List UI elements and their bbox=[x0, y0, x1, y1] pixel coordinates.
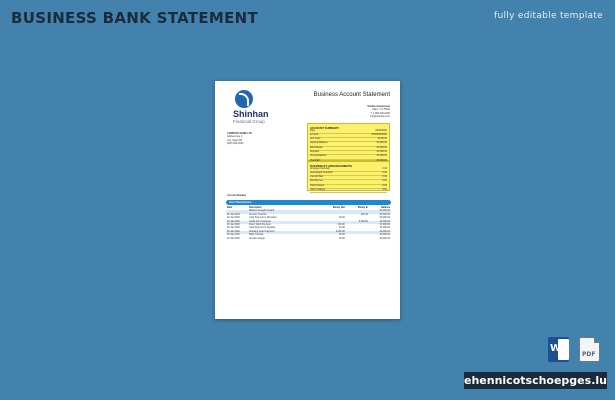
table-cell: 00 Jan 0000 bbox=[227, 213, 240, 216]
row-label: Arranged Overdraft bbox=[310, 167, 330, 170]
row-value: 00,000.00 bbox=[376, 142, 387, 145]
shinhan-logo-icon bbox=[235, 90, 253, 108]
row-value: 00,000.00 bbox=[376, 155, 387, 158]
row-value: 0.00 bbox=[382, 188, 387, 191]
table-cell: 00 Jan 0000 bbox=[227, 230, 240, 233]
row-label: Sort Code bbox=[310, 138, 321, 141]
table-cell: 00 Jan 0000 bbox=[227, 227, 240, 230]
table-cell: Credit from Customer bbox=[249, 220, 272, 223]
company-block bbox=[227, 132, 252, 146]
table-cell: Card Payment to Supplier bbox=[249, 227, 276, 230]
row-value: 00,000.00 bbox=[376, 146, 387, 149]
table-cell: 00,000.00 bbox=[379, 237, 390, 240]
row-value: 0.00 bbox=[382, 167, 387, 170]
column-header: Balance bbox=[381, 207, 390, 209]
column-header: Description bbox=[249, 207, 262, 209]
table-cell: 00.00 bbox=[339, 234, 345, 237]
statement-document bbox=[215, 81, 400, 319]
site-watermark: ehennicotschoepges.lu bbox=[464, 374, 607, 387]
row-value: 0.00 bbox=[382, 184, 387, 187]
statement-title: Business Account Statement bbox=[313, 92, 390, 98]
row-label: Account bbox=[310, 133, 319, 136]
contact-line: Plano, TX 75024 bbox=[372, 108, 390, 112]
table-cell: 00 Jan 0000 bbox=[227, 224, 240, 227]
contact-line: Smithsonianavenue bbox=[367, 105, 390, 108]
column-header: Date bbox=[227, 207, 232, 209]
charges-heading: OVERDRAFT ARRANGEMENTS bbox=[310, 163, 353, 168]
page-subtitle: fully editable template bbox=[494, 11, 603, 21]
table-cell: Service Charge bbox=[249, 237, 265, 240]
transactions-table bbox=[226, 207, 391, 241]
company-address-line: (000) 000-0000 bbox=[227, 142, 244, 146]
table-cell: 000.00 bbox=[337, 224, 345, 227]
summary-row bbox=[310, 189, 387, 193]
table-cell: 00,000.00 bbox=[379, 234, 390, 237]
table-cell: 00 Jan 0000 bbox=[227, 237, 240, 240]
table-cell: 00,000.00 bbox=[379, 227, 390, 230]
table-cell: 00 Jan 0000 bbox=[227, 234, 240, 237]
column-header: Money Out bbox=[332, 207, 345, 209]
row-label: Date bbox=[310, 129, 315, 132]
column-header: Money In bbox=[357, 207, 368, 209]
row-label: Deposits bbox=[310, 150, 319, 153]
contact-line: info@shinhan.com bbox=[370, 115, 390, 119]
table-cell: 00,000.00 bbox=[379, 220, 390, 223]
company-name: COMPANY NAME LTD bbox=[227, 132, 252, 135]
company-address-line: City, State ZIP bbox=[227, 138, 243, 142]
account-number-line: Account Number bbox=[227, 194, 247, 197]
table-cell: Direct Debit Payment bbox=[249, 224, 271, 227]
row-label: Other Charges bbox=[310, 188, 326, 191]
row-value: 000000000000 bbox=[371, 133, 387, 136]
row-label: Opening Balance bbox=[310, 142, 328, 145]
table-cell: 0,000.00 bbox=[358, 220, 368, 223]
table-cell: 00,000.00 bbox=[379, 224, 390, 227]
pdf-label: PDF bbox=[582, 351, 596, 358]
row-value: 00-00-00 bbox=[377, 138, 387, 141]
table-cell: 00.00 bbox=[339, 227, 345, 230]
page-title: BUSINESS BANK STATEMENT bbox=[11, 9, 259, 27]
summary-heading: ACCOUNT SUMMARY bbox=[310, 125, 340, 130]
table-cell: 00,000.00 bbox=[379, 213, 390, 216]
table-cell bbox=[345, 238, 368, 241]
row-label: Total Charges bbox=[310, 184, 325, 187]
table-cell: Balance brought forward bbox=[249, 210, 275, 213]
table-cell: Card Payment to Merchant bbox=[249, 217, 277, 220]
file-format-icons bbox=[548, 337, 600, 362]
row-value: 0.00 bbox=[382, 176, 387, 179]
table-cell: 00 Jan 0000 bbox=[227, 217, 240, 220]
row-value: 00,000.00 bbox=[376, 150, 387, 153]
bank-contact bbox=[367, 105, 390, 119]
bank-name: Shinhan bbox=[233, 109, 269, 119]
table-cell: 00 Jan 0000 bbox=[227, 220, 240, 223]
row-label: Monthly Fee bbox=[310, 180, 323, 183]
bank-logo bbox=[233, 90, 273, 125]
row-value: 0.00 bbox=[382, 180, 387, 183]
table-cell: 00,000.00 bbox=[379, 217, 390, 220]
table-cell: 00,000.00 bbox=[379, 230, 390, 233]
word-file-icon[interactable]: W bbox=[548, 337, 569, 362]
row-label: Closing Balance bbox=[310, 155, 327, 158]
table-cell: 00.00 bbox=[339, 217, 345, 220]
bank-sub: Financial Group bbox=[233, 119, 265, 124]
pdf-file-icon[interactable] bbox=[579, 337, 600, 362]
table-cell: Account Transfer bbox=[249, 213, 267, 216]
transactions-bar: Your Transactions bbox=[226, 200, 391, 205]
table-cell: 0,000.00 bbox=[335, 230, 345, 233]
company-address-line: Address line 1 bbox=[227, 135, 243, 139]
table-row bbox=[226, 238, 391, 241]
table-cell: Bank Transfer bbox=[249, 234, 264, 237]
table-cell: 00.00 bbox=[339, 237, 345, 240]
row-value: 0.00 bbox=[382, 171, 387, 174]
row-label: Interest Rate bbox=[310, 176, 324, 179]
overdraft-box bbox=[307, 161, 390, 191]
row-label: Withdrawals bbox=[310, 146, 323, 149]
row-value: 00/00/0000 bbox=[375, 129, 387, 132]
table-cell: 00,000.00 bbox=[379, 210, 390, 213]
contact-line: T: 1-800-000-0000 bbox=[370, 111, 390, 115]
row-label: Unarranged Overdraft bbox=[310, 171, 333, 174]
table-cell: 000.00 bbox=[360, 213, 368, 216]
table-cell: Standing Order Payment bbox=[249, 230, 275, 233]
account-summary-box bbox=[307, 123, 390, 161]
